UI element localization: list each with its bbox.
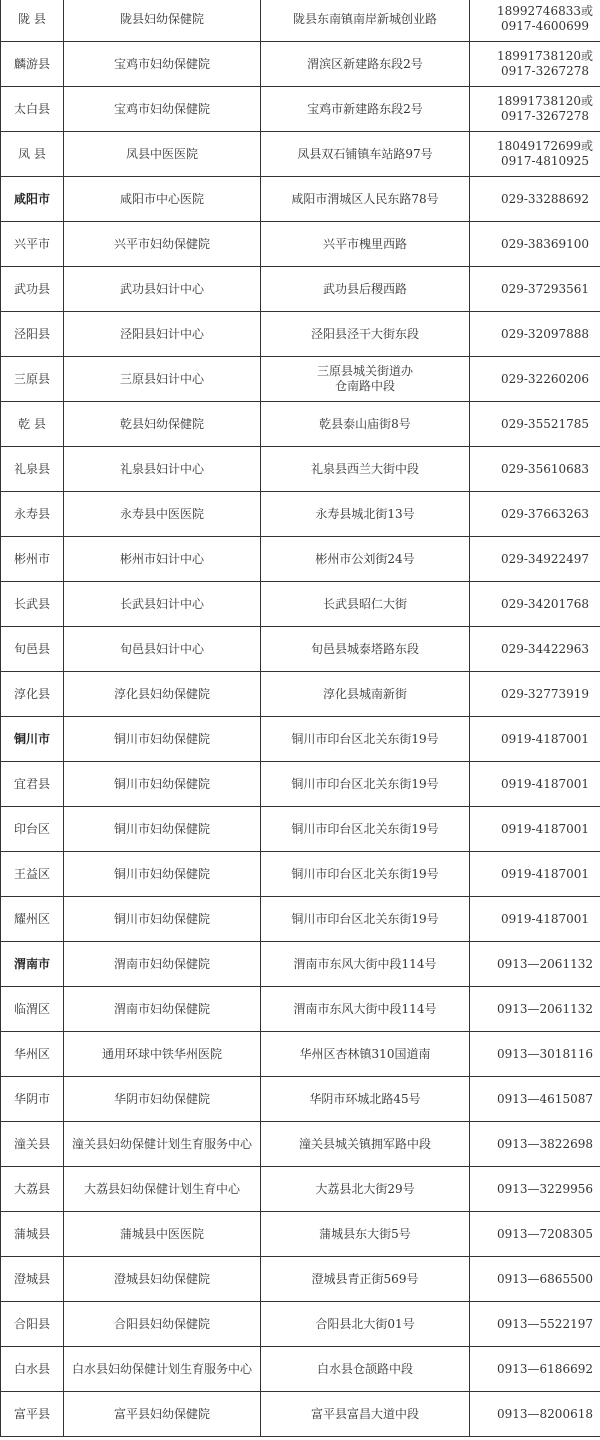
phone-cell <box>470 0 600 42</box>
address-line: 旬邑县城泰塔路东段 <box>310 641 419 656</box>
phone-cell <box>470 312 600 357</box>
hospital-cell: 澄城县妇幼保健院 <box>64 1257 261 1302</box>
hospital-cell: 礼泉县妇计中心 <box>64 447 261 492</box>
address-cell <box>261 222 470 267</box>
phone-cell <box>470 357 600 402</box>
phone-line: 0917-4810925 <box>500 154 590 168</box>
table-row <box>1 807 600 852</box>
phone-line: 0919-4187001 <box>500 911 590 926</box>
phone-cell <box>470 1032 600 1077</box>
phone-line: 0919-4187001 <box>500 821 590 836</box>
address-cell <box>261 177 470 222</box>
address-line: 长武县昭仁大街 <box>322 596 407 611</box>
address-cell <box>261 267 470 312</box>
phone-line: 18991738120或 <box>497 49 593 63</box>
table-row <box>1 492 600 537</box>
address-line: 凤县双石铺镇车站路97号 <box>297 146 433 161</box>
table-row <box>1 0 600 42</box>
hospital-cell: 蒲城县中医医院 <box>64 1212 261 1257</box>
table-row <box>1 1077 600 1122</box>
table-row <box>1 132 600 177</box>
county-cell: 大荔县 <box>1 1167 64 1212</box>
hospital-cell: 通用环球中铁华州医院 <box>64 1032 261 1077</box>
address-cell <box>261 942 470 987</box>
phone-line: 029-32773919 <box>500 686 590 701</box>
county-cell: 咸阳市 <box>1 177 64 222</box>
phone-line: 029-33288692 <box>500 191 590 206</box>
phone-cell <box>470 267 600 312</box>
table-row <box>1 987 600 1032</box>
address-cell <box>261 672 470 717</box>
phone-cell <box>470 942 600 987</box>
phone-cell <box>470 1212 600 1257</box>
county-cell: 武功县 <box>1 267 64 312</box>
address-line: 蒲城县东大街5号 <box>319 1226 411 1241</box>
address-cell <box>261 717 470 762</box>
county-cell: 礼泉县 <box>1 447 64 492</box>
address-line: 渭南市东风大街中段114号 <box>293 956 437 971</box>
table-row <box>1 447 600 492</box>
phone-cell <box>470 1257 600 1302</box>
phone-line: 029-35521785 <box>500 416 590 431</box>
phone-line: 0913—5522197 <box>497 1316 593 1331</box>
address-line: 武功县后稷西路 <box>322 281 407 296</box>
address-line: 泾阳县泾干大街东段 <box>310 326 419 341</box>
phone-line: 029-32097888 <box>500 326 590 341</box>
address-cell <box>261 537 470 582</box>
table-row <box>1 942 600 987</box>
address-cell <box>261 0 470 42</box>
phone-line: 0917-4600699 <box>500 19 590 33</box>
address-line: 彬州市公刘街24号 <box>315 551 415 566</box>
address-line: 渭滨区新建路东段2号 <box>307 56 423 71</box>
county-cell: 宜君县 <box>1 762 64 807</box>
hospital-cell: 兴平市妇幼保健院 <box>64 222 261 267</box>
county-cell: 淳化县 <box>1 672 64 717</box>
address-line: 兴平市槐里西路 <box>322 236 407 251</box>
phone-cell <box>470 987 600 1032</box>
county-cell: 凤 县 <box>1 132 64 177</box>
hospital-cell: 渭南市妇幼保健院 <box>64 987 261 1032</box>
county-cell: 潼关县 <box>1 1122 64 1167</box>
phone-line: 0919-4187001 <box>500 776 590 791</box>
county-cell: 太白县 <box>1 87 64 132</box>
phone-cell <box>470 672 600 717</box>
county-cell: 印台区 <box>1 807 64 852</box>
phone-line: 0919-4187001 <box>500 866 590 881</box>
county-cell: 旬邑县 <box>1 627 64 672</box>
county-cell: 彬州市 <box>1 537 64 582</box>
table-row <box>1 1347 600 1392</box>
address-line: 咸阳市渭城区人民东路78号 <box>291 191 439 206</box>
table-row <box>1 717 600 762</box>
phone-cell <box>470 1077 600 1122</box>
address-cell <box>261 807 470 852</box>
table-row <box>1 1167 600 1212</box>
address-cell <box>261 1257 470 1302</box>
county-cell: 乾 县 <box>1 402 64 447</box>
hospital-cell: 宝鸡市妇幼保健院 <box>64 87 261 132</box>
county-cell: 兴平市 <box>1 222 64 267</box>
address-line: 宝鸡市新建路东段2号 <box>307 101 423 116</box>
phone-cell <box>470 1392 600 1437</box>
phone-line: 0913—6186692 <box>497 1361 593 1376</box>
phone-line: 029-37293561 <box>500 281 590 296</box>
address-cell <box>261 132 470 177</box>
address-cell <box>261 402 470 447</box>
hospital-cell: 铜川市妇幼保健院 <box>64 807 261 852</box>
address-line: 合阳县北大街01号 <box>315 1316 415 1331</box>
hospital-cell: 武功县妇计中心 <box>64 267 261 312</box>
hospital-cell: 陇县妇幼保健院 <box>64 0 261 42</box>
hospital-cell: 白水县妇幼保健计划生育服务中心 <box>64 1347 261 1392</box>
address-cell <box>261 1302 470 1347</box>
address-cell <box>261 1167 470 1212</box>
county-cell: 陇 县 <box>1 0 64 42</box>
table-row <box>1 672 600 717</box>
phone-cell <box>470 132 600 177</box>
county-cell: 耀州区 <box>1 897 64 942</box>
table-row <box>1 897 600 942</box>
table-row <box>1 1392 600 1437</box>
county-cell: 富平县 <box>1 1392 64 1437</box>
phone-line: 0913—6865500 <box>497 1271 593 1286</box>
county-cell: 泾阳县 <box>1 312 64 357</box>
hospital-cell: 铜川市妇幼保健院 <box>64 717 261 762</box>
address-cell <box>261 627 470 672</box>
county-cell: 铜川市 <box>1 717 64 762</box>
phone-cell <box>470 42 600 87</box>
address-line: 渭南市东风大街中段114号 <box>293 1001 437 1016</box>
hospital-cell: 铜川市妇幼保健院 <box>64 762 261 807</box>
hospital-cell: 咸阳市中心医院 <box>64 177 261 222</box>
phone-cell <box>470 627 600 672</box>
address-line: 铜川市印台区北关东街19号 <box>291 866 439 881</box>
table-row <box>1 42 600 87</box>
phone-cell <box>470 177 600 222</box>
table-row <box>1 1032 600 1077</box>
address-line: 华州区杏林镇310国道南 <box>299 1046 431 1061</box>
address-cell <box>261 987 470 1032</box>
address-cell <box>261 42 470 87</box>
hospital-cell: 大荔县妇幼保健计划生育中心 <box>64 1167 261 1212</box>
hospital-cell: 合阳县妇幼保健院 <box>64 1302 261 1347</box>
address-line: 铜川市印台区北关东街19号 <box>291 731 439 746</box>
address-cell <box>261 1347 470 1392</box>
address-cell <box>261 357 470 402</box>
county-cell: 白水县 <box>1 1347 64 1392</box>
hospital-cell: 铜川市妇幼保健院 <box>64 897 261 942</box>
county-cell: 永寿县 <box>1 492 64 537</box>
phone-line: 029-35610683 <box>500 461 590 476</box>
phone-line: 029-34422963 <box>500 641 590 656</box>
phone-cell <box>470 447 600 492</box>
hospital-cell: 彬州市妇计中心 <box>64 537 261 582</box>
hospital-cell: 宝鸡市妇幼保健院 <box>64 42 261 87</box>
phone-cell <box>470 897 600 942</box>
phone-cell <box>470 1167 600 1212</box>
address-cell <box>261 852 470 897</box>
address-line: 淳化县城南新街 <box>322 686 407 701</box>
phone-line: 0913—4615087 <box>497 1091 593 1106</box>
hospital-cell: 长武县妇计中心 <box>64 582 261 627</box>
address-cell <box>261 1212 470 1257</box>
hospital-cell: 铜川市妇幼保健院 <box>64 852 261 897</box>
address-line: 铜川市印台区北关东街19号 <box>291 776 439 791</box>
phone-line: 029-32260206 <box>500 371 590 386</box>
phone-cell <box>470 852 600 897</box>
address-line: 三原县城关街道办 <box>316 364 413 378</box>
address-line: 华阴市环城北路45号 <box>309 1091 421 1106</box>
phone-cell <box>470 807 600 852</box>
address-cell <box>261 1122 470 1167</box>
phone-line: 0917-3267278 <box>500 109 590 123</box>
hospital-cell: 华阴市妇幼保健院 <box>64 1077 261 1122</box>
table-row <box>1 627 600 672</box>
address-line: 大荔县北大街29号 <box>315 1181 415 1196</box>
phone-cell <box>470 492 600 537</box>
county-cell: 澄城县 <box>1 1257 64 1302</box>
hospital-cell: 旬邑县妇计中心 <box>64 627 261 672</box>
table-row <box>1 312 600 357</box>
phone-cell <box>470 582 600 627</box>
hospital-cell: 潼关县妇幼保健计划生育服务中心 <box>64 1122 261 1167</box>
address-cell <box>261 762 470 807</box>
phone-cell <box>470 537 600 582</box>
address-line: 陇县东南镇南岸新城创业路 <box>292 11 437 26</box>
phone-line: 18992746833或 <box>497 4 593 18</box>
phone-line: 029-38369100 <box>500 236 590 251</box>
county-cell: 临渭区 <box>1 987 64 1032</box>
phone-cell <box>470 1122 600 1167</box>
address-cell <box>261 1032 470 1077</box>
phone-line: 029-34201768 <box>500 596 590 611</box>
county-cell: 华州区 <box>1 1032 64 1077</box>
address-line: 永寿县城北街13号 <box>315 506 415 521</box>
phone-line: 0919-4187001 <box>500 731 590 746</box>
address-line: 铜川市印台区北关东街19号 <box>291 821 439 836</box>
address-cell <box>261 1392 470 1437</box>
table-row <box>1 852 600 897</box>
address-line: 白水县仓颉路中段 <box>316 1361 413 1376</box>
table-row <box>1 582 600 627</box>
address-line: 铜川市印台区北关东街19号 <box>291 911 439 926</box>
table-row <box>1 762 600 807</box>
phone-cell <box>470 1347 600 1392</box>
county-cell: 三原县 <box>1 357 64 402</box>
hospital-cell: 三原县妇计中心 <box>64 357 261 402</box>
table-row <box>1 267 600 312</box>
hospital-cell: 渭南市妇幼保健院 <box>64 942 261 987</box>
address-cell <box>261 492 470 537</box>
address-cell <box>261 312 470 357</box>
phone-line: 0913—3822698 <box>497 1136 593 1151</box>
county-cell: 麟游县 <box>1 42 64 87</box>
phone-line: 0913—7208305 <box>497 1226 593 1241</box>
county-cell: 长武县 <box>1 582 64 627</box>
address-line: 潼关县城关镇拥军路中段 <box>298 1136 431 1151</box>
table-row <box>1 177 600 222</box>
hospital-cell: 永寿县中医医院 <box>64 492 261 537</box>
table-row <box>1 357 600 402</box>
address-line: 澄城县青正街569号 <box>311 1271 419 1286</box>
address-line: 乾县泰山庙街8号 <box>319 416 411 431</box>
phone-line: 029-34922497 <box>500 551 590 566</box>
hospital-cell: 富平县妇幼保健院 <box>64 1392 261 1437</box>
table-row <box>1 222 600 267</box>
table-row <box>1 1257 600 1302</box>
phone-line: 0913—8200618 <box>497 1406 593 1421</box>
county-cell: 渭南市 <box>1 942 64 987</box>
county-cell: 蒲城县 <box>1 1212 64 1257</box>
phone-line: 0913—2061132 <box>497 1001 593 1016</box>
phone-cell <box>470 1302 600 1347</box>
table-row <box>1 1122 600 1167</box>
hospital-cell: 乾县妇幼保健院 <box>64 402 261 447</box>
phone-cell <box>470 762 600 807</box>
phone-cell <box>470 402 600 447</box>
phone-line: 029-37663263 <box>500 506 590 521</box>
address-cell <box>261 897 470 942</box>
phone-line: 0913—3229956 <box>497 1181 593 1196</box>
address-line: 仓南路中段 <box>334 379 395 393</box>
phone-cell <box>470 717 600 762</box>
table-row <box>1 1212 600 1257</box>
phone-line: 18049172699或 <box>497 139 593 153</box>
phone-cell <box>470 222 600 267</box>
phone-line: 0913—2061132 <box>497 956 593 971</box>
table-body <box>1 0 600 1437</box>
county-cell: 合阳县 <box>1 1302 64 1347</box>
table-row <box>1 1302 600 1347</box>
hospital-cell: 泾阳县妇计中心 <box>64 312 261 357</box>
county-cell: 王益区 <box>1 852 64 897</box>
hospital-cell: 淳化县妇幼保健院 <box>64 672 261 717</box>
address-cell <box>261 1077 470 1122</box>
phone-line: 0917-3267278 <box>500 64 590 78</box>
table-row <box>1 87 600 132</box>
address-line: 礼泉县西兰大街中段 <box>310 461 419 476</box>
address-line: 富平县富昌大道中段 <box>310 1406 419 1421</box>
address-cell <box>261 582 470 627</box>
hospital-cell: 凤县中医医院 <box>64 132 261 177</box>
table-row <box>1 402 600 447</box>
phone-line: 18991738120或 <box>497 94 593 108</box>
county-cell: 华阴市 <box>1 1077 64 1122</box>
address-cell <box>261 447 470 492</box>
address-cell <box>261 87 470 132</box>
phone-line: 0913—3018116 <box>497 1046 593 1061</box>
phone-cell <box>470 87 600 132</box>
table-row <box>1 537 600 582</box>
